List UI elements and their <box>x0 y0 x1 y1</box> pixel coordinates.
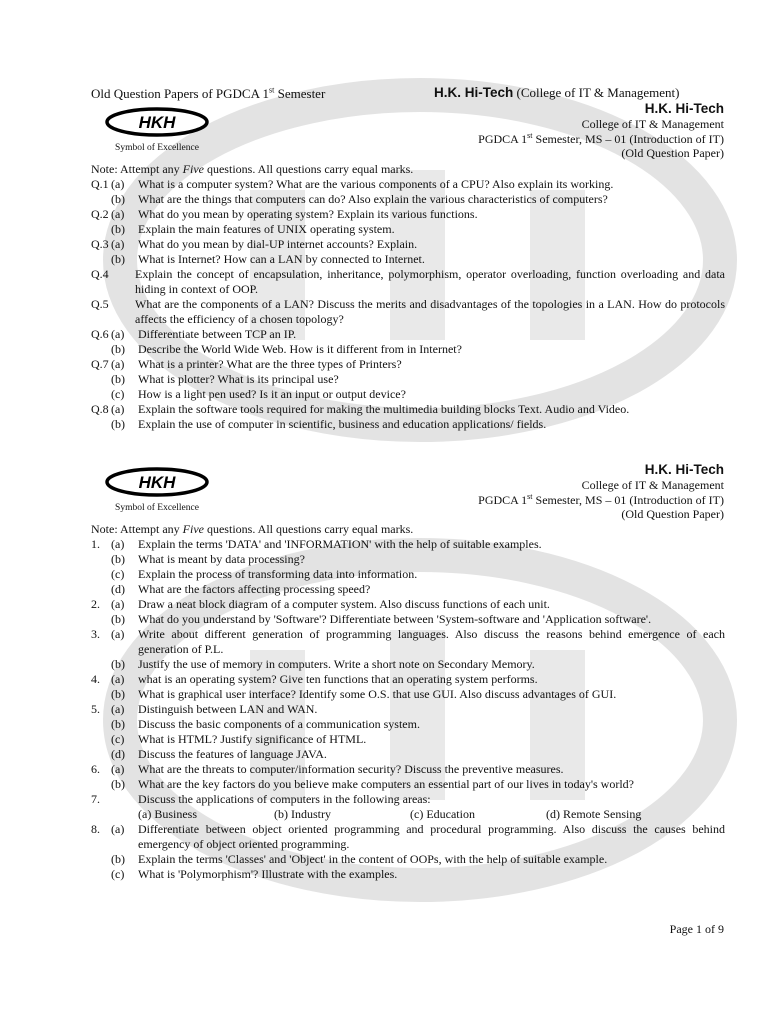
page-header-title: Old Question Papers of PGDCA 1st Semester <box>91 85 326 101</box>
question-item: 5. (a) Distinguish between LAN and WAN. <box>91 702 318 716</box>
question-item: (b) What do you understand by 'Software'? Differentiate between 'System-software and 'Application software'. <box>111 612 652 626</box>
college-name: College of IT & Management <box>581 478 724 492</box>
course-title: PGDCA 1st Semester, MS – 01 (Introduction of IT) <box>478 491 724 507</box>
paper2-questions <box>91 522 725 882</box>
question-item: (b) Describe the World Wide Web. How is it different from in Internet? <box>111 342 462 356</box>
question-areas <box>91 807 725 822</box>
question-item: (c) What is HTML? Justify significance of HTML. <box>111 732 367 746</box>
question-item: 1. (a) Explain the terms 'DATA' and 'INFORMATION' with the help of suitable examples. <box>91 537 542 551</box>
question-item: (b) Explain the main features of UNIX operating system. <box>111 222 395 236</box>
page-number: Page 1 of 9 <box>669 922 724 936</box>
college-logo <box>102 466 212 513</box>
question-item: 6. (a) What are the threats to computer/information security? Discuss the preventive measures. <box>91 762 564 776</box>
question-item: Q.7 (a) What is a printer? What are the three types of Printers? <box>91 357 402 371</box>
question-item: (d) Discuss the features of language JAVA. <box>111 747 327 761</box>
question-item: (b) What is plotter? What is its principal use? <box>111 372 339 386</box>
question-item: (b) What is graphical user interface? Identify some O.S. that use GUI. Also discuss advantages of GUI. <box>111 687 617 701</box>
question-item: (b) What are the things that computers can do? Also explain the various characteristics of computers? <box>111 192 608 206</box>
paper-type: (Old Question Paper) <box>621 146 724 160</box>
brand-name: H.K. Hi-Tech <box>644 462 724 477</box>
area-item: (c) Education <box>410 807 475 821</box>
logo-tagline: Symbol of Excellence <box>115 143 199 153</box>
question-item: Q.5 What are the components of a LAN? Discuss the merits and disadvantages of the topologies in a LAN. How do protocols affects the efficiency of a chosen topology? <box>91 297 725 326</box>
hkh-logo-icon <box>102 466 212 498</box>
hkh-logo-icon <box>102 106 212 138</box>
question-item: 3. (a) Write about different generation of programming languages. Also discuss the reasons behind emergence of each generation of P.L. <box>91 627 725 656</box>
question-item: (d) What are the factors affecting processing speed? <box>111 582 371 596</box>
question-item: Q.1 (a) What is a computer system? What are the various components of a CPU? Also explain its working. <box>91 177 614 191</box>
question-item: (b) What is meant by data processing? <box>111 552 305 566</box>
paper1-questions <box>91 162 725 432</box>
exam-note: Note: Attempt any Five questions. All questions carry equal marks. <box>91 522 414 536</box>
question-item: Q.2 (a) What do you mean by operating system? Explain its various functions. <box>91 207 478 221</box>
question-item: (c) What is 'Polymorphism'? Illustrate with the examples. <box>111 867 398 881</box>
question-item: Q.8 (a) Explain the software tools required for making the multimedia building blocks Text. Audio and Video. <box>91 402 630 416</box>
college-logo <box>102 106 212 153</box>
question-item: (b) Explain the terms 'Classes' and 'Object' in the content of OOPs, with the help of suitable example. <box>111 852 608 866</box>
area-item: (a) Business <box>138 807 197 821</box>
question-item: (b) What are the key factors do you believe make computers an essential part of our lives in today's world? <box>111 777 634 791</box>
course-title: PGDCA 1st Semester, MS – 01 (Introduction of IT) <box>478 130 724 146</box>
question-item: 7. Discuss the applications of computers in the following areas: <box>91 792 431 806</box>
question-item: 4. (a) what is an operating system? Give ten functions that an operating system performs. <box>91 672 538 686</box>
question-item: Q.3 (a) What do you mean by dial-UP internet accounts? Explain. <box>91 237 418 251</box>
question-item: Q.4 Explain the concept of encapsulation, inheritance, polymorphism, operator overloading, function overloading and data hiding in context of OOP. <box>91 267 725 296</box>
college-name: College of IT & Management <box>581 117 724 131</box>
question-item: (b) What is Internet? How can a LAN by connected to Internet. <box>111 252 425 266</box>
question-item: (c) How is a light pen used? Is it an input or output device? <box>111 387 406 401</box>
question-item: (b) Discuss the basic components of a communication system. <box>111 717 420 731</box>
question-item: Q.6 (a) Differentiate between TCP an IP. <box>91 327 297 341</box>
brand-name: H.K. Hi-Tech <box>644 101 724 116</box>
paper2-heading <box>478 462 724 522</box>
exam-note: Note: Attempt any Five questions. All questions carry equal marks. <box>91 162 414 176</box>
question-item: 2. (a) Draw a neat block diagram of a computer system. Also discuss functions of each unit. <box>91 597 550 611</box>
area-item: (b) Industry <box>274 807 331 821</box>
question-item: (b) Explain the use of computer in scientific, business and education applications/ fields. <box>111 417 547 431</box>
paper1-heading <box>478 101 724 161</box>
question-item: (b) Justify the use of memory in computers. Write a short note on Secondary Memory. <box>111 657 535 671</box>
area-item: (d) Remote Sensing <box>546 807 642 821</box>
svg-text:HKH: HKH <box>138 473 176 492</box>
svg-text:HKH: HKH <box>138 113 176 132</box>
question-item: (c) Explain the process of transforming data into information. <box>111 567 418 581</box>
paper-type: (Old Question Paper) <box>621 507 724 521</box>
logo-tagline: Symbol of Excellence <box>115 503 199 513</box>
page-header-brand: H.K. Hi-Tech (College of IT & Management) <box>434 85 680 100</box>
question-item: 8. (a) Differentiate between object oriented programming and procedural programming. Also discuss the causes behind emergency of object oriented programming. <box>91 822 725 851</box>
